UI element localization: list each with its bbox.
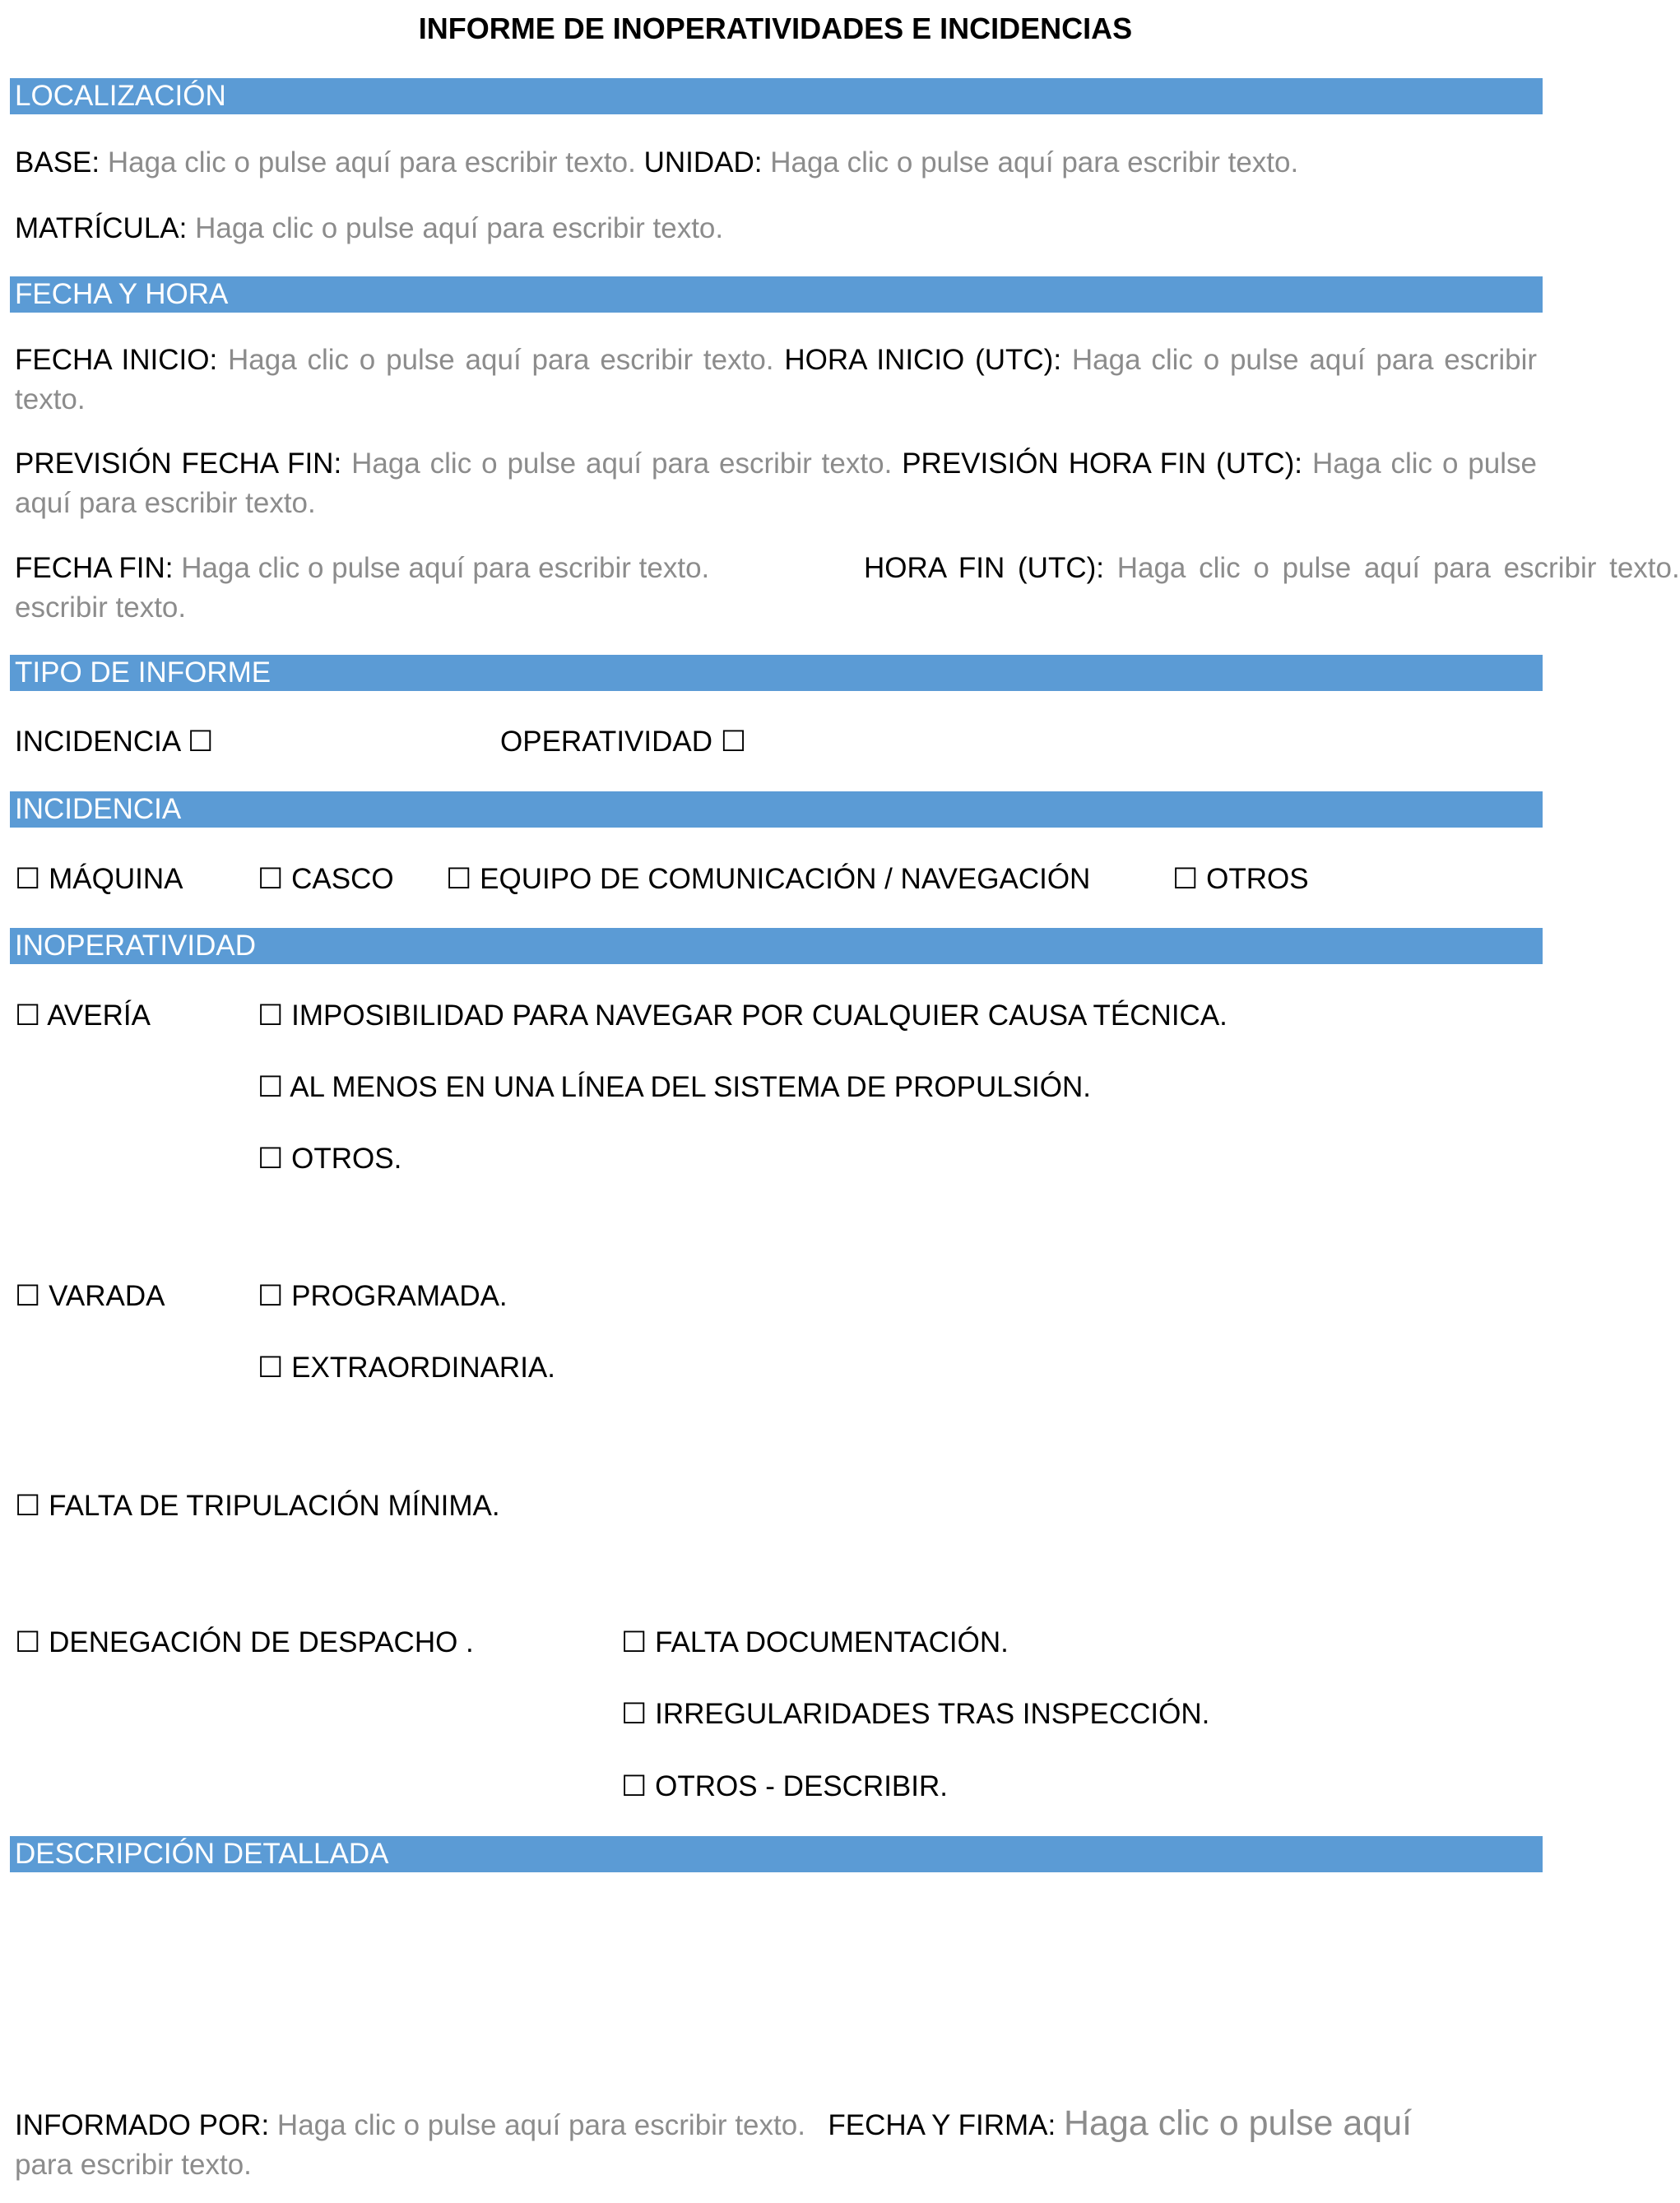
falta-tripulacion-option: [15, 1486, 500, 1526]
varada-option: [15, 1277, 165, 1316]
incidencia-equipo-checkbox[interactable]: ☐: [446, 863, 472, 895]
varada-extraordinaria-checkbox[interactable]: ☐: [258, 1352, 284, 1384]
section-descripcion: DESCRIPCIÓN DETALLADA: [10, 1836, 1543, 1872]
tipo-incidencia-option: [15, 722, 213, 762]
matricula-field[interactable]: Haga clic o pulse aquí para escribir texto.: [195, 212, 724, 244]
row-informado-por: [15, 2102, 1537, 2147]
unidad-label: UNIDAD:: [643, 146, 763, 179]
prevision-hora-fin-label: PREVISIÓN HORA FIN (UTC):: [902, 448, 1303, 480]
fecha-inicio-label: FECHA INICIO:: [15, 344, 218, 376]
hora-fin-field-continuation: escribir texto.: [15, 591, 187, 624]
averia-otros-checkbox[interactable]: ☐: [258, 1143, 284, 1175]
falta-tripulacion-checkbox[interactable]: ☐: [15, 1490, 41, 1522]
fecha-firma-label: FECHA Y FIRMA:: [828, 2109, 1056, 2141]
varada-programada-label: PROGRAMADA.: [291, 1280, 508, 1312]
base-field[interactable]: Haga clic o pulse aquí para escribir texto.: [107, 146, 636, 179]
denegacion-irregularidades-label: IRREGULARIDADES TRAS INSPECCIÓN.: [655, 1698, 1210, 1730]
varada-extraordinaria-label: EXTRAORDINARIA.: [291, 1352, 556, 1384]
fecha-inicio-field[interactable]: Haga clic o pulse aquí para escribir texto.: [227, 344, 774, 376]
tipo-operatividad-label: OPERATIVIDAD: [500, 726, 713, 758]
incidencia-casco-label: CASCO: [291, 863, 394, 895]
averia-option: [15, 996, 151, 1036]
incidencia-otros-label: OTROS: [1206, 863, 1309, 895]
averia-checkbox[interactable]: ☐: [15, 999, 41, 1032]
prevision-hora-fin-field[interactable]: Haga clic o pulse aquí para escribir texto.: [15, 448, 1537, 519]
prevision-fecha-fin-field[interactable]: Haga clic o pulse aquí para escribir texto.: [351, 448, 893, 480]
incidencia-maquina-option: [15, 860, 183, 899]
informado-por-label: INFORMADO POR:: [15, 2109, 270, 2141]
fecha-firma-field[interactable]: Haga clic o pulse aquí: [1063, 2103, 1413, 2143]
averia-propulsion-option: [258, 1068, 1091, 1107]
varada-label: VARADA: [49, 1280, 165, 1312]
matricula-label: MATRÍCULA:: [15, 212, 188, 244]
denegacion-irregularidades-checkbox[interactable]: ☐: [621, 1698, 647, 1730]
hora-inicio-field[interactable]: Haga clic o pulse aquí para escribir texto.: [15, 344, 1538, 415]
averia-propulsion-label: AL MENOS EN UNA LÍNEA DEL SISTEMA DE PROPULSIÓN.: [290, 1071, 1091, 1103]
incidencia-otros-option: [1172, 860, 1309, 899]
varada-extraordinaria-option: [258, 1348, 555, 1388]
section-tipo-informe: TIPO DE INFORME: [10, 655, 1543, 691]
averia-otros-label: OTROS.: [291, 1143, 402, 1175]
fecha-firma-field-continuation: para escribir texto.: [15, 2149, 252, 2181]
row-fecha-hora-inicio: [15, 341, 1537, 420]
tipo-incidencia-checkbox[interactable]: ☐: [188, 726, 214, 758]
varada-checkbox[interactable]: ☐: [15, 1280, 41, 1312]
averia-label: AVERÍA: [47, 999, 151, 1032]
varada-programada-checkbox[interactable]: ☐: [258, 1280, 284, 1312]
hora-fin-label: HORA FIN (UTC):: [864, 552, 1104, 584]
averia-propulsion-checkbox[interactable]: ☐: [258, 1071, 284, 1103]
fecha-fin-field[interactable]: Haga clic o pulse aquí para escribir texto.: [181, 552, 710, 584]
prevision-fecha-fin-label: PREVISIÓN FECHA FIN:: [15, 448, 342, 480]
incidencia-maquina-checkbox[interactable]: ☐: [15, 863, 41, 895]
tipo-operatividad-checkbox[interactable]: ☐: [720, 726, 747, 758]
varada-programada-option: [258, 1277, 508, 1316]
denegacion-otros-option: [621, 1767, 948, 1806]
denegacion-otros-checkbox[interactable]: ☐: [621, 1770, 647, 1802]
tipo-incidencia-label: INCIDENCIA: [15, 726, 180, 758]
averia-imposibilidad-label: IMPOSIBILIDAD PARA NAVEGAR POR CUALQUIER CAUSA TÉCNICA.: [291, 999, 1228, 1032]
denegacion-option: [15, 1623, 474, 1663]
unidad-field[interactable]: Haga clic o pulse aquí para escribir texto.: [770, 146, 1299, 179]
incidencia-maquina-label: MÁQUINA: [49, 863, 183, 895]
incidencia-equipo-option: [446, 860, 1090, 899]
page-title: INFORME DE INOPERATIVIDADES E INCIDENCIAS: [418, 12, 1133, 45]
averia-imposibilidad-checkbox[interactable]: ☐: [258, 999, 284, 1032]
base-label: BASE:: [15, 146, 100, 179]
denegacion-otros-label: OTROS - DESCRIBIR.: [655, 1770, 948, 1802]
informado-por-field[interactable]: Haga clic o pulse aquí para escribir texto.: [276, 2109, 805, 2141]
denegacion-irregularidades-option: [621, 1695, 1209, 1734]
row-base-unidad: [15, 143, 1537, 183]
incidencia-casco-option: [258, 860, 394, 899]
averia-imposibilidad-option: [258, 996, 1228, 1036]
section-localizacion: LOCALIZACIÓN: [10, 78, 1543, 114]
denegacion-documentacion-label: FALTA DOCUMENTACIÓN.: [655, 1626, 1009, 1658]
row-matricula: [15, 209, 1537, 248]
falta-tripulacion-label: FALTA DE TRIPULACIÓN MÍNIMA.: [49, 1490, 500, 1522]
descripcion-text-area[interactable]: [10, 1884, 1543, 2081]
incidencia-casco-checkbox[interactable]: ☐: [258, 863, 284, 895]
row-prevision-fin: [15, 444, 1537, 523]
section-fecha-hora: FECHA Y HORA: [10, 276, 1543, 313]
denegacion-documentacion-option: [621, 1623, 1009, 1663]
fecha-fin-label: FECHA FIN:: [15, 552, 174, 584]
denegacion-documentacion-checkbox[interactable]: ☐: [621, 1626, 647, 1658]
hora-fin-group: [864, 549, 1680, 588]
hora-inicio-label: HORA INICIO (UTC):: [784, 344, 1062, 376]
section-inoperatividad: INOPERATIVIDAD: [10, 928, 1543, 964]
section-incidencia: INCIDENCIA: [10, 791, 1543, 828]
tipo-operatividad-option: [500, 722, 746, 762]
incidencia-otros-checkbox[interactable]: ☐: [1172, 863, 1199, 895]
denegacion-checkbox[interactable]: ☐: [15, 1626, 41, 1658]
incidencia-equipo-label: EQUIPO DE COMUNICACIÓN / NAVEGACIÓN: [480, 863, 1091, 895]
averia-otros-option: [258, 1139, 401, 1179]
hora-fin-field[interactable]: Haga clic o pulse aquí para escribir texto.: [1116, 552, 1680, 584]
denegacion-label: DENEGACIÓN DE DESPACHO .: [49, 1626, 474, 1658]
